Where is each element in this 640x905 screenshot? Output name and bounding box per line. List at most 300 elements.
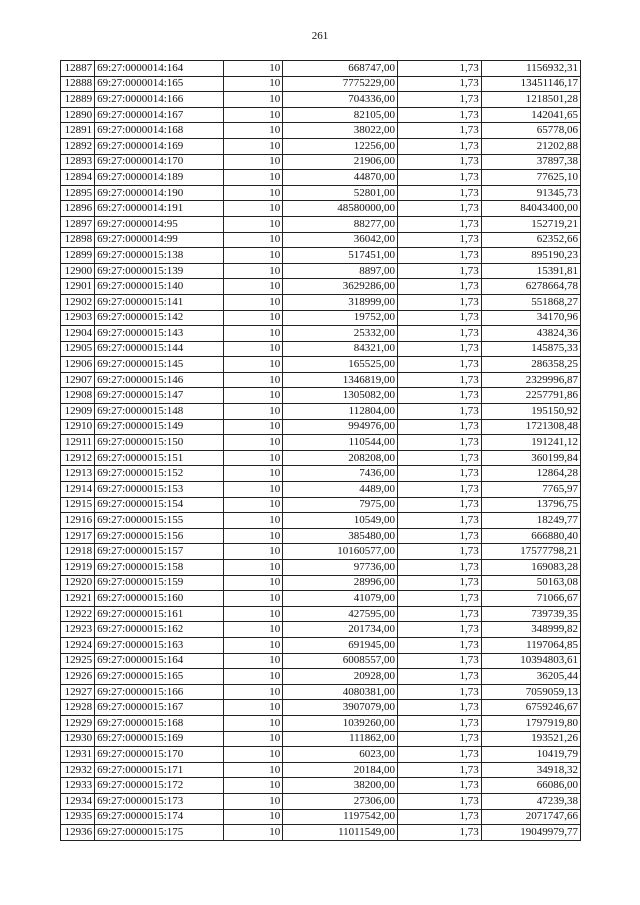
- cadastral-value-cell: 82105,00: [283, 107, 398, 123]
- row-number-cell: 12890: [61, 107, 95, 123]
- row-number-cell: 12918: [61, 544, 95, 560]
- table-row: [61, 825, 581, 841]
- rate-cell: 10: [224, 279, 283, 295]
- rate-cell: 10: [224, 653, 283, 669]
- cadastral-value-cell: 41079,00: [283, 591, 398, 607]
- rate-cell: 10: [224, 388, 283, 404]
- cadastral-value-cell: 36042,00: [283, 232, 398, 248]
- cadastral-value-cell: 21906,00: [283, 154, 398, 170]
- rate-cell: 10: [224, 170, 283, 186]
- rate-cell: 10: [224, 747, 283, 763]
- coefficient-cell: 1,73: [398, 684, 482, 700]
- row-number-cell: 12894: [61, 170, 95, 186]
- rate-cell: 10: [224, 76, 283, 92]
- cadastral-value-cell: 7436,00: [283, 466, 398, 482]
- total-cell: 17577798,21: [481, 544, 580, 560]
- coefficient-cell: 1,73: [398, 263, 482, 279]
- cadastral-number-cell: 69:27:0000015:166: [95, 684, 224, 700]
- rate-cell: 10: [224, 731, 283, 747]
- row-number-cell: 12904: [61, 326, 95, 342]
- total-cell: 10419,79: [481, 747, 580, 763]
- total-cell: 195150,92: [481, 404, 580, 420]
- total-cell: 145875,33: [481, 341, 580, 357]
- row-number-cell: 12889: [61, 92, 95, 108]
- row-number-cell: 12929: [61, 715, 95, 731]
- coefficient-cell: 1,73: [398, 61, 482, 77]
- cadastral-value-cell: 11011549,00: [283, 825, 398, 841]
- coefficient-cell: 1,73: [398, 450, 482, 466]
- cadastral-number-cell: 69:27:0000015:170: [95, 747, 224, 763]
- total-cell: 71066,67: [481, 591, 580, 607]
- cadastral-number-cell: 69:27:0000014:166: [95, 92, 224, 108]
- cadastral-number-cell: 69:27:0000015:163: [95, 637, 224, 653]
- rate-cell: 10: [224, 92, 283, 108]
- row-number-cell: 12912: [61, 450, 95, 466]
- coefficient-cell: 1,73: [398, 279, 482, 295]
- table-row: [61, 76, 581, 92]
- row-number-cell: 12908: [61, 388, 95, 404]
- cadastral-number-cell: 69:27:0000015:161: [95, 606, 224, 622]
- cadastral-value-cell: 48580000,00: [283, 201, 398, 217]
- coefficient-cell: 1,73: [398, 138, 482, 154]
- cadastral-number-cell: 69:27:0000014:99: [95, 232, 224, 248]
- coefficient-cell: 1,73: [398, 185, 482, 201]
- coefficient-cell: 1,73: [398, 528, 482, 544]
- table-row: [61, 185, 581, 201]
- rate-cell: 10: [224, 341, 283, 357]
- row-number-cell: 12891: [61, 123, 95, 139]
- row-number-cell: 12924: [61, 637, 95, 653]
- row-number-cell: 12932: [61, 762, 95, 778]
- cadastral-number-cell: 69:27:0000015:159: [95, 575, 224, 591]
- row-number-cell: 12902: [61, 294, 95, 310]
- cadastral-number-cell: 69:27:0000015:155: [95, 513, 224, 529]
- row-number-cell: 12930: [61, 731, 95, 747]
- cadastral-number-cell: 69:27:0000015:142: [95, 310, 224, 326]
- row-number-cell: 12935: [61, 809, 95, 825]
- cadastral-number-cell: 69:27:0000015:162: [95, 622, 224, 638]
- table-row: [61, 154, 581, 170]
- total-cell: 1197064,85: [481, 637, 580, 653]
- rate-cell: 10: [224, 622, 283, 638]
- cadastral-number-cell: 69:27:0000014:167: [95, 107, 224, 123]
- coefficient-cell: 1,73: [398, 482, 482, 498]
- row-number-cell: 12934: [61, 793, 95, 809]
- cadastral-value-cell: 110544,00: [283, 435, 398, 451]
- cadastral-value-cell: 668747,00: [283, 61, 398, 77]
- total-cell: 62352,66: [481, 232, 580, 248]
- row-number-cell: 12926: [61, 669, 95, 685]
- coefficient-cell: 1,73: [398, 793, 482, 809]
- cadastral-value-cell: 97736,00: [283, 560, 398, 576]
- row-number-cell: 12921: [61, 591, 95, 607]
- cadastral-number-cell: 69:27:0000014:164: [95, 61, 224, 77]
- rate-cell: 10: [224, 591, 283, 607]
- table-row: [61, 700, 581, 716]
- coefficient-cell: 1,73: [398, 653, 482, 669]
- cadastral-value-cell: 19752,00: [283, 310, 398, 326]
- table-row: [61, 513, 581, 529]
- cadastral-value-cell: 208208,00: [283, 450, 398, 466]
- table-row: [61, 435, 581, 451]
- row-number-cell: 12928: [61, 700, 95, 716]
- row-number-cell: 12919: [61, 560, 95, 576]
- rate-cell: 10: [224, 637, 283, 653]
- coefficient-cell: 1,73: [398, 248, 482, 264]
- cadastral-value-cell: 165525,00: [283, 357, 398, 373]
- total-cell: 34170,96: [481, 310, 580, 326]
- rate-cell: 10: [224, 513, 283, 529]
- total-cell: 142041,65: [481, 107, 580, 123]
- cadastral-number-cell: 69:27:0000014:168: [95, 123, 224, 139]
- rate-cell: 10: [224, 435, 283, 451]
- cadastral-value-cell: 7775229,00: [283, 76, 398, 92]
- total-cell: 13796,75: [481, 497, 580, 513]
- cadastral-number-cell: 69:27:0000014:95: [95, 216, 224, 232]
- table-row: [61, 388, 581, 404]
- cadastral-number-cell: 69:27:0000015:169: [95, 731, 224, 747]
- row-number-cell: 12917: [61, 528, 95, 544]
- rate-cell: 10: [224, 482, 283, 498]
- table-row: [61, 747, 581, 763]
- table-row: [61, 419, 581, 435]
- cadastral-value-cell: 27306,00: [283, 793, 398, 809]
- cadastral-number-cell: 69:27:0000015:147: [95, 388, 224, 404]
- row-number-cell: 12892: [61, 138, 95, 154]
- total-cell: 1797919,80: [481, 715, 580, 731]
- table-row: [61, 372, 581, 388]
- total-cell: 2329996,87: [481, 372, 580, 388]
- table-row: [61, 201, 581, 217]
- row-number-cell: 12920: [61, 575, 95, 591]
- total-cell: 1156932,31: [481, 61, 580, 77]
- cadastral-value-cell: 6008557,00: [283, 653, 398, 669]
- coefficient-cell: 1,73: [398, 778, 482, 794]
- coefficient-cell: 1,73: [398, 326, 482, 342]
- cadastral-value-cell: 3907079,00: [283, 700, 398, 716]
- row-number-cell: 12916: [61, 513, 95, 529]
- row-number-cell: 12910: [61, 419, 95, 435]
- row-number-cell: 12895: [61, 185, 95, 201]
- total-cell: 10394803,61: [481, 653, 580, 669]
- rate-cell: 10: [224, 560, 283, 576]
- coefficient-cell: 1,73: [398, 92, 482, 108]
- coefficient-cell: 1,73: [398, 715, 482, 731]
- rate-cell: 10: [224, 263, 283, 279]
- coefficient-cell: 1,73: [398, 123, 482, 139]
- table-row: [61, 684, 581, 700]
- cadastral-value-cell: 44870,00: [283, 170, 398, 186]
- total-cell: 66086,00: [481, 778, 580, 794]
- cadastral-number-cell: 69:27:0000015:174: [95, 809, 224, 825]
- total-cell: 895190,23: [481, 248, 580, 264]
- row-number-cell: 12914: [61, 482, 95, 498]
- total-cell: 739739,35: [481, 606, 580, 622]
- rate-cell: 10: [224, 185, 283, 201]
- total-cell: 37897,38: [481, 154, 580, 170]
- total-cell: 34918,32: [481, 762, 580, 778]
- coefficient-cell: 1,73: [398, 154, 482, 170]
- cadastral-number-cell: 69:27:0000015:143: [95, 326, 224, 342]
- cadastral-value-cell: 8897,00: [283, 263, 398, 279]
- rate-cell: 10: [224, 372, 283, 388]
- page-number: 261: [311, 30, 329, 42]
- rate-cell: 10: [224, 294, 283, 310]
- cadastral-value-cell: 201734,00: [283, 622, 398, 638]
- cadastral-value-cell: 3629286,00: [283, 279, 398, 295]
- table-row: [61, 528, 581, 544]
- coefficient-cell: 1,73: [398, 700, 482, 716]
- cadastral-number-cell: 69:27:0000014:189: [95, 170, 224, 186]
- coefficient-cell: 1,73: [398, 341, 482, 357]
- rate-cell: 10: [224, 778, 283, 794]
- table-row: [61, 138, 581, 154]
- cadastral-value-cell: 7975,00: [283, 497, 398, 513]
- cadastral-value-cell: 52801,00: [283, 185, 398, 201]
- cadastral-number-cell: 69:27:0000015:141: [95, 294, 224, 310]
- rate-cell: 10: [224, 715, 283, 731]
- coefficient-cell: 1,73: [398, 591, 482, 607]
- total-cell: 1218501,28: [481, 92, 580, 108]
- table-row: [61, 606, 581, 622]
- cadastral-value-cell: 1305082,00: [283, 388, 398, 404]
- table-row: [61, 575, 581, 591]
- total-cell: 1721308,48: [481, 419, 580, 435]
- rate-cell: 10: [224, 138, 283, 154]
- total-cell: 12864,28: [481, 466, 580, 482]
- cadastral-value-cell: 10160577,00: [283, 544, 398, 560]
- coefficient-cell: 1,73: [398, 513, 482, 529]
- rate-cell: 10: [224, 762, 283, 778]
- cadastral-number-cell: 69:27:0000015:158: [95, 560, 224, 576]
- rate-cell: 10: [224, 232, 283, 248]
- table-row: [61, 731, 581, 747]
- table-row: [61, 92, 581, 108]
- coefficient-cell: 1,73: [398, 825, 482, 841]
- coefficient-cell: 1,73: [398, 201, 482, 217]
- cadastral-number-cell: 69:27:0000015:138: [95, 248, 224, 264]
- row-number-cell: 12936: [61, 825, 95, 841]
- total-cell: 36205,44: [481, 669, 580, 685]
- row-number-cell: 12905: [61, 341, 95, 357]
- cadastral-value-cell: 704336,00: [283, 92, 398, 108]
- cadastral-value-cell: 28996,00: [283, 575, 398, 591]
- table-row: [61, 107, 581, 123]
- rate-cell: 10: [224, 606, 283, 622]
- cadastral-number-cell: 69:27:0000015:146: [95, 372, 224, 388]
- rate-cell: 10: [224, 154, 283, 170]
- row-number-cell: 12897: [61, 216, 95, 232]
- rate-cell: 10: [224, 107, 283, 123]
- cadastral-value-cell: 4489,00: [283, 482, 398, 498]
- coefficient-cell: 1,73: [398, 466, 482, 482]
- table-row: [61, 793, 581, 809]
- cadastral-number-cell: 69:27:0000014:191: [95, 201, 224, 217]
- cadastral-value-cell: 20928,00: [283, 669, 398, 685]
- table-row: [61, 637, 581, 653]
- coefficient-cell: 1,73: [398, 216, 482, 232]
- coefficient-cell: 1,73: [398, 637, 482, 653]
- cadastral-value-table: [60, 60, 581, 841]
- coefficient-cell: 1,73: [398, 310, 482, 326]
- cadastral-value-cell: 385480,00: [283, 528, 398, 544]
- table-row: [61, 61, 581, 77]
- row-number-cell: 12915: [61, 497, 95, 513]
- total-cell: 6278664,78: [481, 279, 580, 295]
- table-row: [61, 669, 581, 685]
- cadastral-value-cell: 25332,00: [283, 326, 398, 342]
- total-cell: 77625,10: [481, 170, 580, 186]
- total-cell: 191241,12: [481, 435, 580, 451]
- cadastral-number-cell: 69:27:0000015:139: [95, 263, 224, 279]
- total-cell: 13451146,17: [481, 76, 580, 92]
- rate-cell: 10: [224, 404, 283, 420]
- table-row: [61, 170, 581, 186]
- table-row: [61, 762, 581, 778]
- row-number-cell: 12913: [61, 466, 95, 482]
- cadastral-number-cell: 69:27:0000015:156: [95, 528, 224, 544]
- table-row: [61, 263, 581, 279]
- row-number-cell: 12906: [61, 357, 95, 373]
- cadastral-number-cell: 69:27:0000015:145: [95, 357, 224, 373]
- row-number-cell: 12896: [61, 201, 95, 217]
- row-number-cell: 12907: [61, 372, 95, 388]
- table-row: [61, 310, 581, 326]
- coefficient-cell: 1,73: [398, 560, 482, 576]
- cadastral-value-cell: 691945,00: [283, 637, 398, 653]
- rate-cell: 10: [224, 669, 283, 685]
- table-row: [61, 653, 581, 669]
- coefficient-cell: 1,73: [398, 232, 482, 248]
- coefficient-cell: 1,73: [398, 404, 482, 420]
- row-number-cell: 12887: [61, 61, 95, 77]
- coefficient-cell: 1,73: [398, 497, 482, 513]
- rate-cell: 10: [224, 326, 283, 342]
- total-cell: 91345,73: [481, 185, 580, 201]
- cadastral-number-cell: 69:27:0000015:152: [95, 466, 224, 482]
- table-row: [61, 560, 581, 576]
- cadastral-value-cell: 4080381,00: [283, 684, 398, 700]
- rate-cell: 10: [224, 61, 283, 77]
- cadastral-number-cell: 69:27:0000015:175: [95, 825, 224, 841]
- coefficient-cell: 1,73: [398, 170, 482, 186]
- coefficient-cell: 1,73: [398, 575, 482, 591]
- rate-cell: 10: [224, 310, 283, 326]
- coefficient-cell: 1,73: [398, 294, 482, 310]
- row-number-cell: 12931: [61, 747, 95, 763]
- rate-cell: 10: [224, 575, 283, 591]
- row-number-cell: 12922: [61, 606, 95, 622]
- table-row: [61, 341, 581, 357]
- total-cell: 15391,81: [481, 263, 580, 279]
- coefficient-cell: 1,73: [398, 419, 482, 435]
- total-cell: 50163,08: [481, 575, 580, 591]
- table-row: [61, 482, 581, 498]
- rate-cell: 10: [224, 248, 283, 264]
- coefficient-cell: 1,73: [398, 435, 482, 451]
- cadastral-value-cell: 994976,00: [283, 419, 398, 435]
- coefficient-cell: 1,73: [398, 622, 482, 638]
- rate-cell: 10: [224, 466, 283, 482]
- cadastral-number-cell: 69:27:0000015:168: [95, 715, 224, 731]
- total-cell: 152719,21: [481, 216, 580, 232]
- cadastral-value-cell: 38022,00: [283, 123, 398, 139]
- cadastral-value-cell: 20184,00: [283, 762, 398, 778]
- cadastral-number-cell: 69:27:0000015:153: [95, 482, 224, 498]
- cadastral-value-cell: 318999,00: [283, 294, 398, 310]
- total-cell: 7765,97: [481, 482, 580, 498]
- rate-cell: 10: [224, 201, 283, 217]
- table-row: [61, 294, 581, 310]
- cadastral-number-cell: 69:27:0000015:164: [95, 653, 224, 669]
- total-cell: 2257791,86: [481, 388, 580, 404]
- row-number-cell: 12903: [61, 310, 95, 326]
- coefficient-cell: 1,73: [398, 357, 482, 373]
- cadastral-number-cell: 69:27:0000015:144: [95, 341, 224, 357]
- coefficient-cell: 1,73: [398, 388, 482, 404]
- table-row: [61, 544, 581, 560]
- cadastral-number-cell: 69:27:0000015:171: [95, 762, 224, 778]
- rate-cell: 10: [224, 123, 283, 139]
- table-body: [61, 61, 581, 841]
- row-number-cell: 12909: [61, 404, 95, 420]
- table-row: [61, 778, 581, 794]
- row-number-cell: 12933: [61, 778, 95, 794]
- total-cell: 348999,82: [481, 622, 580, 638]
- table-row: [61, 326, 581, 342]
- total-cell: 84043400,00: [481, 201, 580, 217]
- cadastral-number-cell: 69:27:0000015:173: [95, 793, 224, 809]
- table-row: [61, 123, 581, 139]
- total-cell: 47239,38: [481, 793, 580, 809]
- coefficient-cell: 1,73: [398, 76, 482, 92]
- row-number-cell: 12927: [61, 684, 95, 700]
- table-row: [61, 404, 581, 420]
- cadastral-number-cell: 69:27:0000015:172: [95, 778, 224, 794]
- coefficient-cell: 1,73: [398, 669, 482, 685]
- rate-cell: 10: [224, 793, 283, 809]
- rate-cell: 10: [224, 497, 283, 513]
- cadastral-value-cell: 427595,00: [283, 606, 398, 622]
- total-cell: 193521,26: [481, 731, 580, 747]
- cadastral-number-cell: 69:27:0000015:149: [95, 419, 224, 435]
- cadastral-value-cell: 517451,00: [283, 248, 398, 264]
- cadastral-value-cell: 1346819,00: [283, 372, 398, 388]
- rate-cell: 10: [224, 809, 283, 825]
- cadastral-value-cell: 12256,00: [283, 138, 398, 154]
- table-row: [61, 357, 581, 373]
- total-cell: 65778,06: [481, 123, 580, 139]
- total-cell: 43824,36: [481, 326, 580, 342]
- row-number-cell: 12899: [61, 248, 95, 264]
- table-row: [61, 809, 581, 825]
- total-cell: 286358,25: [481, 357, 580, 373]
- cadastral-number-cell: 69:27:0000015:157: [95, 544, 224, 560]
- total-cell: 666880,40: [481, 528, 580, 544]
- cadastral-value-cell: 84321,00: [283, 341, 398, 357]
- coefficient-cell: 1,73: [398, 606, 482, 622]
- coefficient-cell: 1,73: [398, 747, 482, 763]
- table-row: [61, 248, 581, 264]
- row-number-cell: 12888: [61, 76, 95, 92]
- rate-cell: 10: [224, 700, 283, 716]
- cadastral-value-cell: 112804,00: [283, 404, 398, 420]
- cadastral-number-cell: 69:27:0000015:160: [95, 591, 224, 607]
- total-cell: 360199,84: [481, 450, 580, 466]
- total-cell: 2071747,66: [481, 809, 580, 825]
- row-number-cell: 12898: [61, 232, 95, 248]
- table-row: [61, 715, 581, 731]
